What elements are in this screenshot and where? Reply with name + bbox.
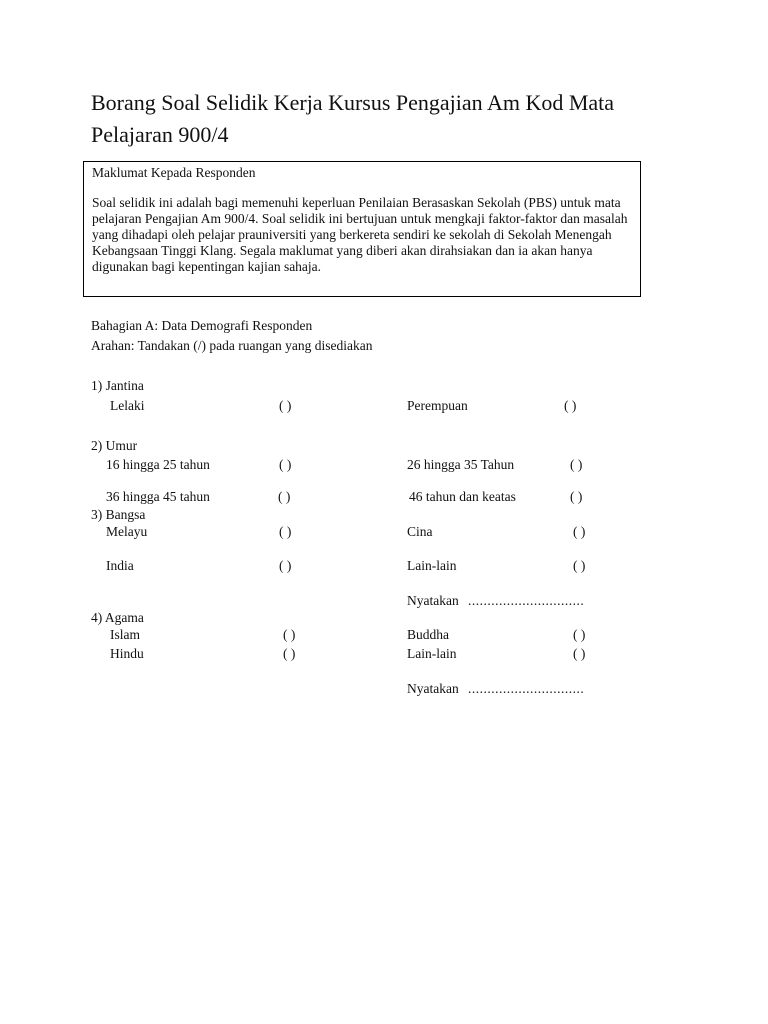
- option-india-label: India: [106, 558, 134, 573]
- checkbox-hindu[interactable]: ( ): [283, 646, 296, 661]
- race-specify-field[interactable]: ..............................: [468, 593, 585, 608]
- checkbox-age-26-35[interactable]: ( ): [570, 457, 583, 472]
- checkbox-buddha[interactable]: ( ): [573, 627, 586, 642]
- checkbox-age-16-25[interactable]: ( ): [279, 457, 292, 472]
- checkbox-islam[interactable]: ( ): [283, 627, 296, 642]
- checkbox-melayu[interactable]: ( ): [279, 524, 292, 539]
- option-perempuan-label: Perempuan: [407, 398, 468, 413]
- option-buddha-label: Buddha: [407, 627, 449, 642]
- option-age-46-plus-label: 46 tahun dan keatas: [409, 489, 516, 504]
- question-race-title: 3) Bangsa: [91, 507, 146, 522]
- option-religion-lain-label: Lain-lain: [407, 646, 457, 661]
- religion-specify-field[interactable]: ..............................: [468, 681, 585, 696]
- checkbox-india[interactable]: ( ): [279, 558, 292, 573]
- option-age-26-35-label: 26 hingga 35 Tahun: [407, 457, 515, 472]
- section-instruction: Arahan: Tandakan (/) pada ruangan yang disediakan: [91, 338, 373, 353]
- checkbox-religion-lain[interactable]: ( ): [573, 646, 586, 661]
- checkbox-cina[interactable]: ( ): [573, 524, 586, 539]
- option-age-16-25-label: 16 hingga 25 tahun: [106, 457, 210, 472]
- race-specify-label: Nyatakan: [407, 593, 459, 608]
- checkbox-perempuan[interactable]: ( ): [564, 398, 577, 413]
- option-hindu-label: Hindu: [110, 646, 144, 661]
- option-melayu-label: Melayu: [106, 524, 148, 539]
- option-islam-label: Islam: [110, 627, 140, 642]
- option-race-lain-label: Lain-lain: [407, 558, 457, 573]
- question-age-title: 2) Umur: [91, 438, 138, 453]
- respondent-info-box: [83, 161, 641, 297]
- checkbox-lelaki[interactable]: ( ): [279, 398, 292, 413]
- section-title: Bahagian A: Data Demografi Responden: [91, 318, 313, 333]
- page-title: Borang Soal Selidik Kerja Kursus Pengajian Am Kod Mata Pelajaran 900/4: [91, 90, 615, 147]
- checkbox-age-36-45[interactable]: ( ): [278, 489, 291, 504]
- checkbox-race-lain[interactable]: ( ): [573, 558, 586, 573]
- option-age-36-45-label: 36 hingga 45 tahun: [106, 489, 210, 504]
- option-lelaki-label: Lelaki: [110, 398, 145, 413]
- question-gender-title: 1) Jantina: [91, 378, 144, 393]
- info-body: Soal selidik ini adalah bagi memenuhi keperluan Penilaian Berasaskan Sekolah (PBS) untuk mata pelajaran Pengajian Am 900/4. Soal selidik ini bertujuan untuk mengkaji faktor-faktor dan masalah yang dihadapi oleh pelajar prauniversiti yang berkereta sendiri ke sekolah di Sekolah Menengah Kebangsaan Tinggi Klang. Segala maklumat yang diberi akan dirahsiakan dan ia akan hanya digunakan bagi kepentingan kajian sahaja.: [92, 195, 628, 274]
- option-cina-label: Cina: [407, 524, 433, 539]
- question-religion-title: 4) Agama: [91, 610, 144, 625]
- info-heading: Maklumat Kepada Responden: [92, 165, 256, 180]
- checkbox-age-46-plus[interactable]: ( ): [570, 489, 583, 504]
- religion-specify-label: Nyatakan: [407, 681, 459, 696]
